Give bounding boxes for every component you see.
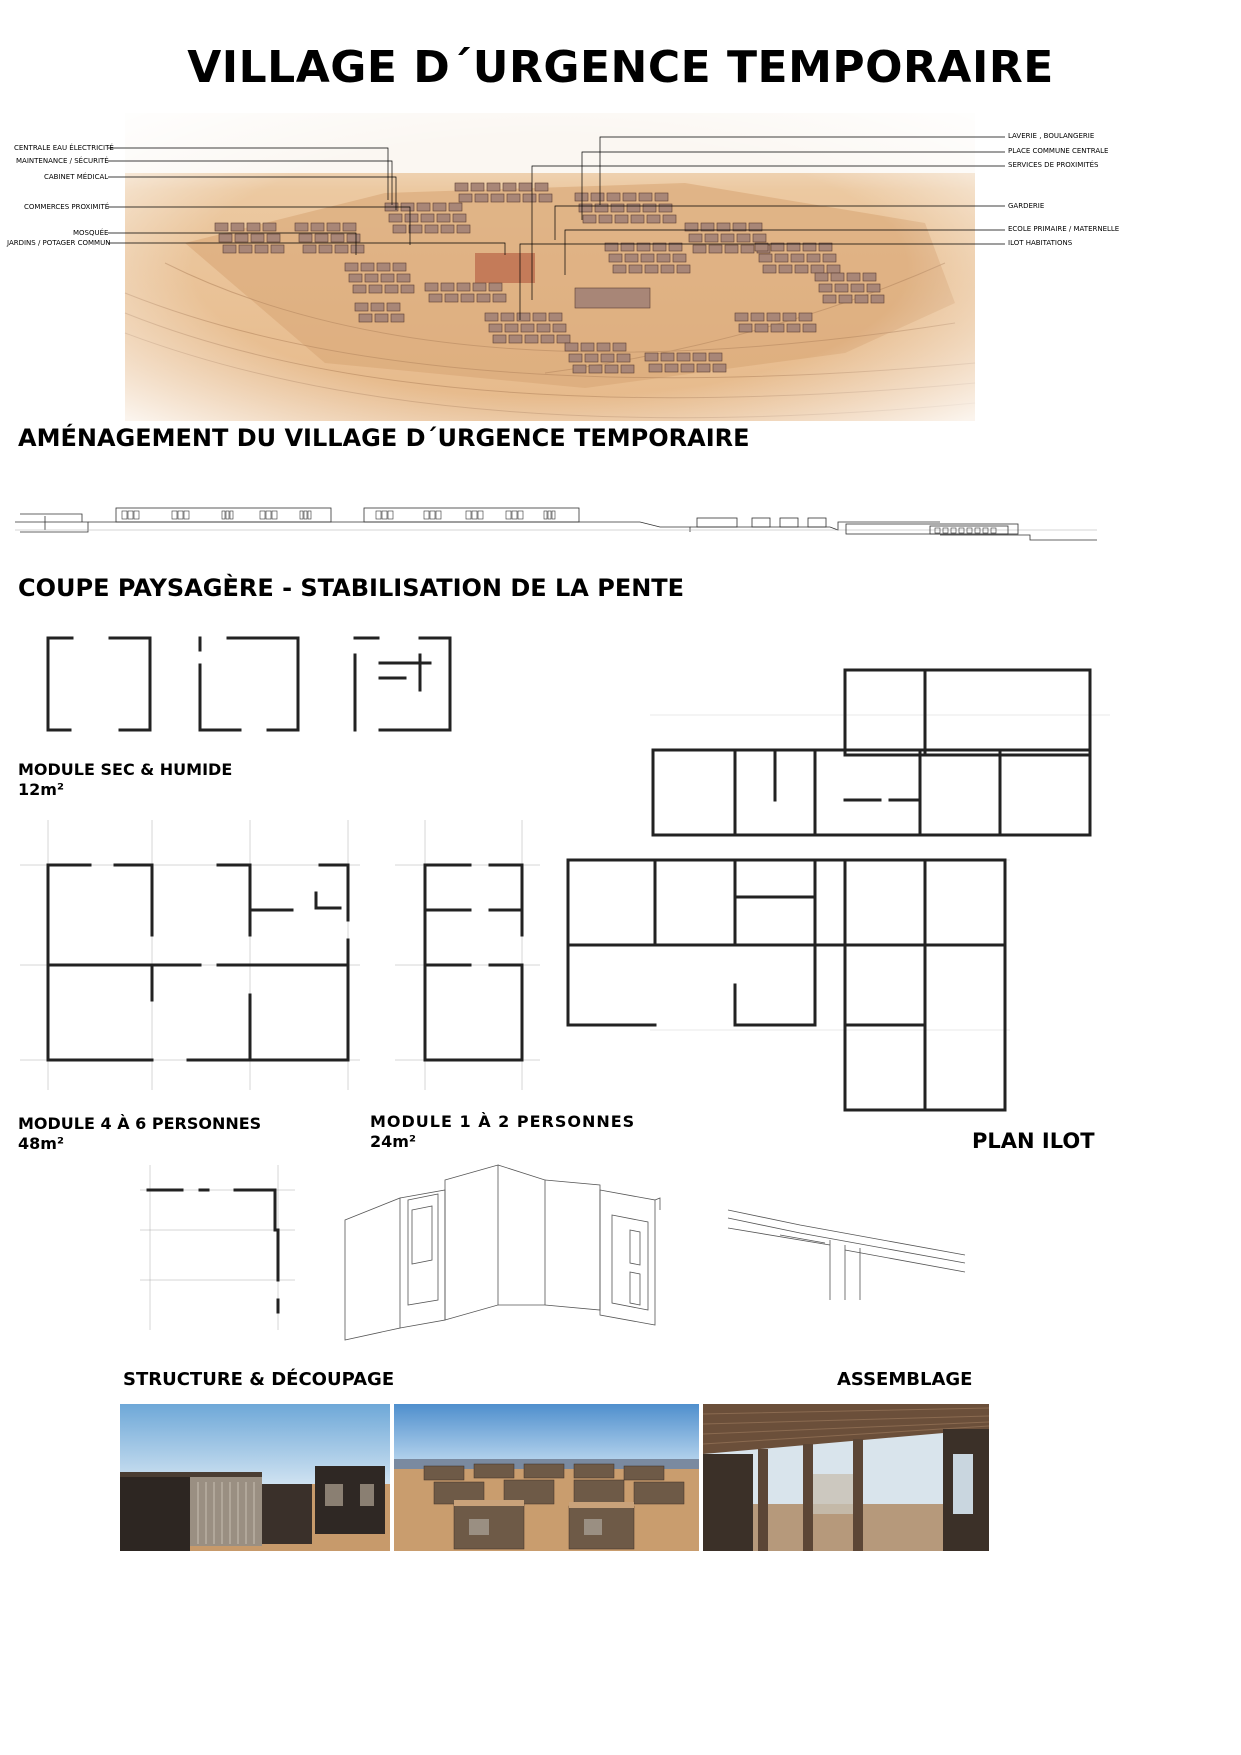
aerial-label-right: PLACE COMMUNE CENTRALE: [1008, 147, 1109, 155]
aerial-label-left: COMMERCES PROXIMITÉ: [24, 203, 110, 211]
aerial-label-left: MAINTENANCE / SÉCURITÉ: [16, 157, 109, 165]
section-window: [943, 528, 948, 533]
assemblage-title: ASSEMBLAGE: [837, 1369, 973, 1390]
module-12-title: MODULE 1 À 2 PERSONNES: [370, 1112, 636, 1131]
render-terrace-view: [703, 1404, 989, 1551]
section-window: [304, 511, 307, 519]
aerial-render: [125, 113, 975, 421]
section-heading-coupe: COUPE PAYSAGÈRE - STABILISATION DE LA PENTE: [18, 574, 685, 602]
section-window: [300, 511, 303, 519]
section-window: [172, 511, 177, 519]
plan-ilot-title: PLAN ILOT: [972, 1129, 1095, 1153]
section-window: [935, 528, 940, 533]
aerial-label-right: SERVICES DE PROXIMITÉS: [1008, 161, 1099, 169]
section-window: [134, 511, 139, 519]
section-window: [951, 528, 956, 533]
aerial-label-left: CABINET MÉDICAL: [44, 173, 109, 181]
aerial-label-right: GARDERIE: [1008, 202, 1045, 210]
section-window: [544, 511, 547, 519]
section-window: [478, 511, 483, 519]
section-window: [222, 511, 225, 519]
section-window: [991, 528, 996, 533]
section-window: [506, 511, 511, 519]
section-window: [260, 511, 265, 519]
module-46-title: MODULE 4 À 6 PERSONNES: [18, 1114, 262, 1133]
section-window: [230, 511, 233, 519]
section-window: [376, 511, 381, 519]
section-window: [178, 511, 183, 519]
section-window: [308, 511, 311, 519]
aerial-label-right: ECOLE PRIMAIRE / MATERNELLE: [1008, 225, 1120, 233]
module-12-area: 24m²: [370, 1132, 416, 1151]
section-window: [512, 511, 517, 519]
section-window: [430, 511, 435, 519]
section-window: [382, 511, 387, 519]
section-window: [388, 511, 393, 519]
section-window: [983, 528, 988, 533]
section-window: [424, 511, 429, 519]
page-title: VILLAGE D´URGENCE TEMPORAIRE: [187, 42, 1054, 93]
section-window: [518, 511, 523, 519]
section-heading-amenagement: AMÉNAGEMENT DU VILLAGE D´URGENCE TEMPORAIRE: [18, 424, 750, 452]
aerial-label-left: CENTRALE EAU ÉLECTRICITÉ: [14, 144, 114, 152]
section-window: [184, 511, 189, 519]
section-window: [548, 511, 551, 519]
section-window: [975, 528, 980, 533]
section-window: [466, 511, 471, 519]
section-window: [266, 511, 271, 519]
section-window: [552, 511, 555, 519]
section-window: [959, 528, 964, 533]
aerial-label-left: JARDINS / POTAGER COMMUN: [7, 239, 111, 247]
render-village-view: [394, 1404, 699, 1551]
structure-title: STRUCTURE & DÉCOUPAGE: [123, 1369, 395, 1390]
section-window: [967, 528, 972, 533]
aerial-view: [125, 113, 975, 421]
module-sec-title: MODULE SEC & HUMIDE: [18, 760, 233, 779]
render-street-view: [120, 1404, 390, 1551]
section-window: [472, 511, 477, 519]
section-window: [122, 511, 127, 519]
module-sec-area: 12m²: [18, 780, 64, 799]
aerial-label-left: MOSQUÉE: [73, 229, 109, 237]
section-window: [436, 511, 441, 519]
section-window: [272, 511, 277, 519]
aerial-label-right: LAVERIE , BOULANGERIE: [1008, 132, 1095, 140]
section-window: [128, 511, 133, 519]
section-window: [226, 511, 229, 519]
module-46-area: 48m²: [18, 1134, 64, 1153]
aerial-label-right: ILOT HABITATIONS: [1008, 239, 1073, 247]
